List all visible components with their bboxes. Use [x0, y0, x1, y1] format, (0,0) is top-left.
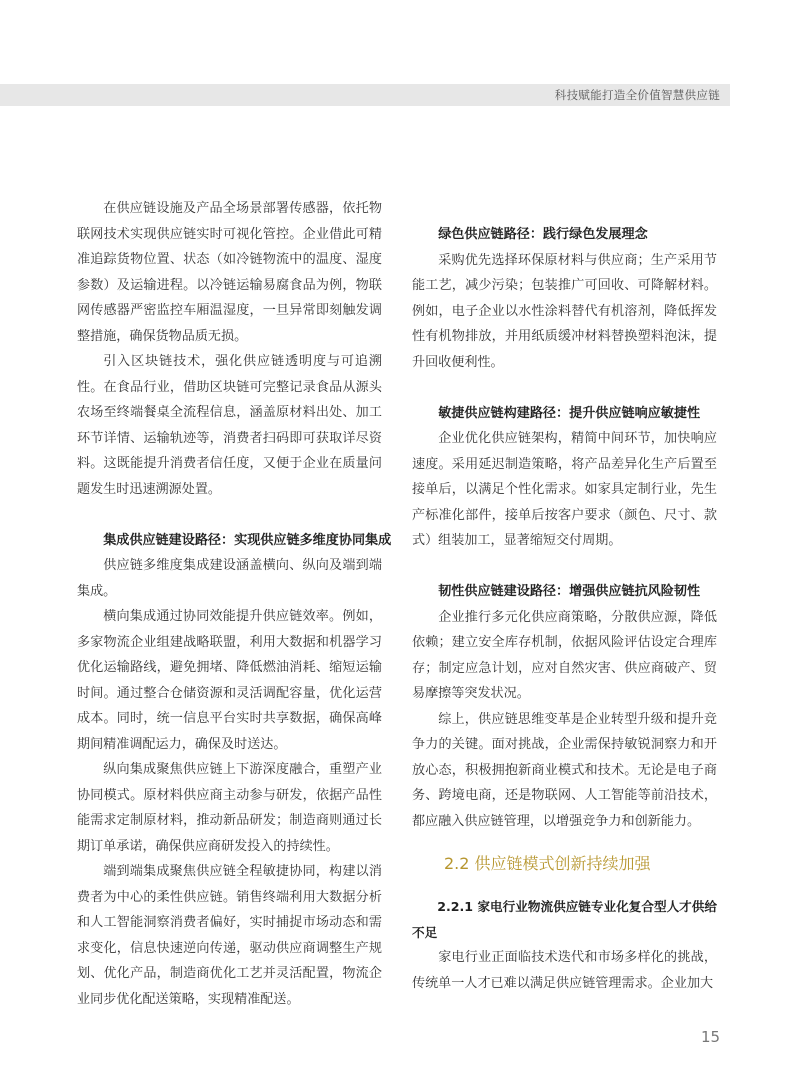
paragraph: 综上，供应链思维变革是企业转型升级和提升竞争力的关键。面对挑战，企业需保持敏锐洞察力和开放心态，积极拥抱新商业模式和技术。无论是电子商务、跨境电商，还是物联网、人工智能等前沿技术，都应融入供应链管理，以增强竞争力和创新能力。 [412, 711, 717, 829]
paragraph: 企业推行多元化供应商策略，分散供应源，降低依赖；建立安全库存机制，依据风险评估设定合理库存；制定应急计划，应对自然灾害、供应商破产、贸易摩擦等突发状况。 [412, 609, 717, 701]
paragraph: 采购优先选择环保原材料与供应商；生产采用节能工艺，减少污染；包装推广可回收、可降解材料。例如，电子企业以水性涂料替代有机溶剂，降低挥发性有机物排放，并用纸质缓冲材料替换塑料泡沫，提升回收便利性。 [412, 252, 717, 370]
paragraph: 企业优化供应链架构，精简中间环节，加快响应速度。采用延迟制造策略，将产品差异化生产后置至接单后，以满足个性化需求。如家具定制行业，先生产标准化部件，接单后按客户要求（颜色、尺寸、款式）组装加工，显著缩短交付周期。 [412, 431, 717, 548]
paragraph: 引入区块链技术，强化供应链透明度与可追溯性。在食品行业，借助区块链可完整记录食品从源头农场至终端餐桌全流程信息，涵盖原材料出处、加工环节详情、运输轨迹等，消费者扫码即可获取详尽资料。这既能提升消费者信任度，又便于企业在质量问题发生时迅速溯源处置。 [77, 354, 382, 497]
subheading: 绿色供应链路径：践行绿色发展理念 [438, 227, 648, 242]
subheading: 敏捷供应链构建路径：提升供应链响应敏捷性 [438, 405, 701, 421]
paragraph: 供应链多维度集成建设涵盖横向、纵向及端到端集成。 [77, 558, 382, 599]
paragraph: 家电行业正面临技术迭代和市场多样化的挑战，传统单一人才已难以满足供应链管理需求。企业加大 [412, 950, 717, 991]
paragraph: 纵向集成聚焦供应链上下游深度融合，重塑产业协同模式。原材料供应商主动参与研发，依据产品性能需求定制原材料，推动新品研发；制造商则通过长期订单承诺，确保供应商研发投入的持续性。 [77, 762, 382, 854]
right-column [412, 222, 717, 996]
subheading: 集成供应链建设路径：实现供应链多维度协同集成 [103, 532, 392, 548]
paragraph: 端到端集成聚焦供应链全程敏捷协同，构建以消费者为中心的柔性供应链。销售终端利用大数据分析和人工智能洞察消费者偏好，实时捕捉市场动态和需求变化，信息快速逆向传递，驱动供应商调整生产规划、优化产品，制造商优化工艺并灵活配置，物流企业同步优化配送策略，实现精准配送。 [77, 864, 382, 1007]
subsection-title: 2.2.1 家电行业物流供应链专业化复合型人才供给不足 [412, 899, 717, 940]
subheading: 韧性供应链建设路径：增强供应链抗风险韧性 [438, 584, 701, 599]
section-title: 2.2 供应链模式创新持续加强 [444, 854, 651, 873]
header-bar [0, 84, 730, 106]
page-number: 15 [701, 1028, 721, 1046]
running-header-title: 科技赋能打造全价值智慧供应链 [554, 88, 720, 102]
paragraph: 在供应链设施及产品全场景部署传感器，依托物联网技术实现供应链实时可视化管控。企业借此可精准追踪货物位置、状态（如冷链物流中的温度、湿度参数）及运输进程。以冷链运输易腐食品为例，物联网传感器严密监控车厢温湿度，一旦异常即刻触发调整措施，确保货物品质无损。 [77, 201, 382, 344]
left-column [77, 196, 392, 1012]
paragraph: 横向集成通过协同效能提升供应链效率。例如，多家物流企业组建战略联盟，利用大数据和机器学习优化运输路线，避免拥堵、降低燃油消耗、缩短运输时间。通过整合仓储资源和灵活调配容量，优化运营成本。同时，统一信息平台实时共享数据，确保高峰期间精准调配运力，确保及时送达。 [77, 609, 382, 752]
